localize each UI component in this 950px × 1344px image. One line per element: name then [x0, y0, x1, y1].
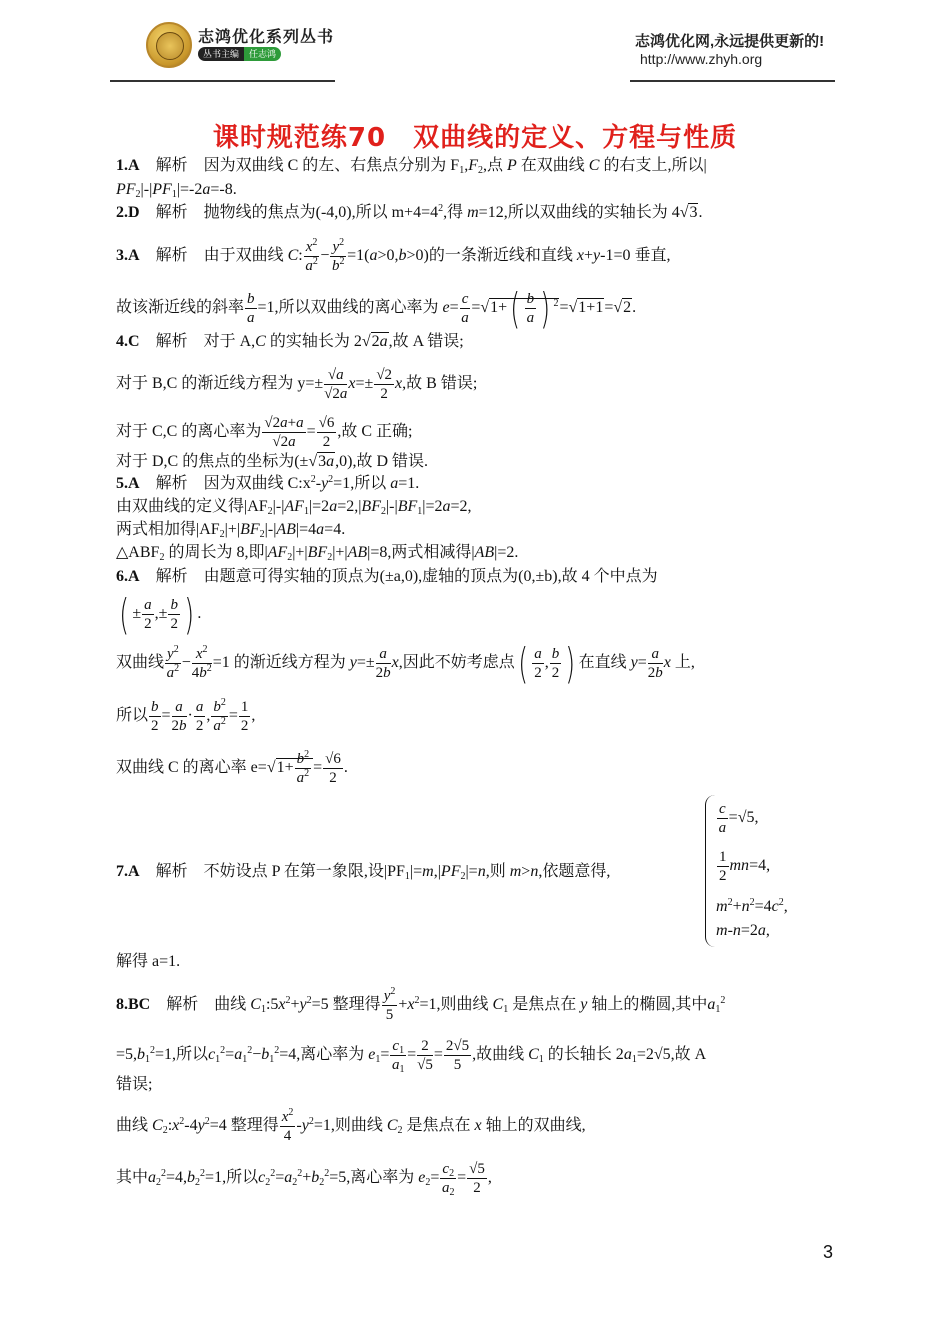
q8-line1: 8.BC 解析 曲线 $C_1:5x^2+y^2=5$ 整理得 $\frac{y^2}{5}$ $+x^2=1$,则曲线 $C_1$ 是焦点在 y 轴上的椭圆,其中$a_1^2$ [116, 986, 726, 1023]
q4-line2: 对于 B,C 的渐近线方程为 y=± $\frac{√a}{√2a}$ x=± $\frac{√2}{2}$ x,故 B 错误; [116, 367, 478, 402]
q1-label: 1.A [116, 157, 140, 174]
equation-system-brace [705, 795, 716, 947]
q8-line5: 其中$a_2^2=4,b_2^2=1$,所以$c_2^2=a_2^2+b_2^2=5$,离心率为 $e_2=$ $\frac{c_2}{a_2}$ = $\frac{√5}{2}$ , [116, 1161, 492, 1198]
q5-line2: 由双曲线的定义得$|AF_2|-|AF_1|=2a=2,|BF_2|-|BF_1|=2a=2$, [116, 498, 472, 517]
q6-line2: ( ± $\frac{a}{2}$ ,± $\frac{b}{2}$ ) . [119, 589, 202, 639]
header-rule-left [110, 80, 335, 82]
brand-slogan: 志鸿优化网,永远提供更新的! [635, 33, 825, 50]
publisher-logo-icon [146, 22, 192, 68]
q5-line4: $\triangle ABF_2$ 的周长为 8,即$|AF_2|+|BF_2|+|AB|=8$,两式相减得|AB|=2. [116, 544, 519, 563]
page-number: 3 [823, 1242, 834, 1262]
q7-line1: 7.A 解析 不妨设点 P 在第一象限,设$|PF_1|=m,|PF_2|=n$,则 m>n,依题意得, [116, 863, 611, 882]
page-header [0, 0, 950, 95]
q6-line1: 6.A 解析 由题意可得实轴的顶点为(±a,0),虚轴的顶点为(0,±b),故 4 个中点为 [116, 568, 658, 585]
system-eq1: $\frac{c}{a}$ =√5, [718, 801, 759, 836]
q3-line1: 3.A 解析 由于双曲线 C: $\frac{x^2}{a^2}$ − $\frac{y^2}{b^2}$ =1(a>0,b>0)的一条渐近线和直线 x+y-1=0 垂直, [116, 237, 671, 274]
q3-label: 3.A [116, 247, 140, 265]
q5-line1: 5.A 解析 因为双曲线 $C:x^2-y^2=1$,所以 a=1. [116, 474, 420, 492]
q4-line3: 对于 C,C 的离心率为 $\frac{√2a+a}{√2a}$ = $\frac{√6}{2}$ ,故 C 正确; [116, 415, 413, 450]
q1-text: 因为双曲线 C 的左、右焦点分别为 F [203, 157, 460, 174]
q3-line2: 故该渐近线的斜率 $\frac{b}{a}$ =1,所以双曲线的离心率为 e= $\frac{c}{a}$ =√1+( $\frac{b}{a}$ ) $^2$=√1+1=√2. [116, 283, 637, 333]
q6-line5: 双曲线 C 的离心率 e=√1+ $\frac{b^2}{a^2}$ = $\frac{√6}{2}$ . [116, 749, 348, 786]
q7-label: 7.A [116, 863, 140, 880]
q1-line2: $PF_2|-|PF_1|=-2a=-8$. [116, 181, 237, 200]
q5-line3: 两式相加得$|AF_2|+|BF_2|-|AB|=4a=4$. [116, 521, 346, 540]
q4-line4: 对于 D,C 的焦点的坐标为(±√3a,0),故 D 错误. [116, 453, 429, 470]
q2-line: 2.D 解析 抛物线的焦点为(-4,0),所以 $m+4=4^2$,得 m=12,所以双曲线的实轴长为 4√3. [116, 203, 703, 221]
brand-editor-label: 丛书主编 [198, 47, 244, 61]
analysis-label: 解析 [155, 157, 188, 174]
brand-editor-name: 任志鸿 [244, 47, 281, 61]
system-eq4: m-n=2a, [716, 922, 770, 939]
q6-line3: 双曲线 $\frac{y^2}{a^2}$ − $\frac{x^2}{4b^2}$ =1 的渐近线方程为 y=± $\frac{a}{2b}$ x,因此不妨考虑点( $\frac{a}{2}$ , $\frac{b}{2}$ ) 在直线 y= $\frac{a}{2b}$ x 上, [116, 638, 695, 688]
q6-line4: 所以 $\frac{b}{2}$ = $\frac{a}{2b}$ · $\frac{a}{2}$ , $\frac{b^2}{a^2}$ = $\frac{1}{2}$ , [116, 697, 256, 734]
q8-line3: 错误; [116, 1076, 153, 1093]
page-title: 课时规范练70 双曲线的定义、方程与性质 [212, 123, 738, 153]
system-eq3: $m^2+n^2=4c^2$, [716, 897, 788, 915]
q5-label: 5.A [116, 475, 140, 492]
brand-url[interactable]: http://www.zhyh.org [640, 51, 763, 67]
q8-label: 8.BC [116, 996, 151, 1014]
q8-line4: 曲线 $C_2:x^2-4y^2=4$ 整理得 $\frac{x^2}{4}$ $-y^2=1$,则曲线 $C_2$ 是焦点在 x 轴上的双曲线, [116, 1107, 586, 1144]
q4-label: 4.C [116, 333, 140, 350]
q6-label: 6.A [116, 568, 140, 585]
brand-title: 志鸿优化系列丛书 [198, 29, 335, 46]
q4-line1: 4.C 解析 对于 A,C 的实轴长为 2√2a,故 A 错误; [116, 333, 464, 350]
q1-line1: 1.A 解析 因为双曲线 C 的左、右焦点分别为 $F_1,F_2$,点 P 在双曲线 C 的右支上,所以| [116, 157, 707, 176]
system-eq2: $\frac{1}{2}$ mn=4, [719, 849, 771, 884]
header-rule-right [630, 80, 835, 82]
brand-editor-badge [198, 47, 281, 61]
q7-line2: 解得 a=1. [116, 953, 181, 970]
q8-line2: $=5,b_1^2=1$,所以$c_1^2=a_1^2-b_1^2=4$,离心率为 $e_1=$ $\frac{c_1}{a_1}$ = $\frac{2}{√5}$ = $\frac{2√5}{5}$ ,故曲线 $C_1$ 的长轴长 $2a_1=2√5$,故 A [116, 1038, 707, 1075]
q2-label: 2.D [116, 204, 140, 221]
